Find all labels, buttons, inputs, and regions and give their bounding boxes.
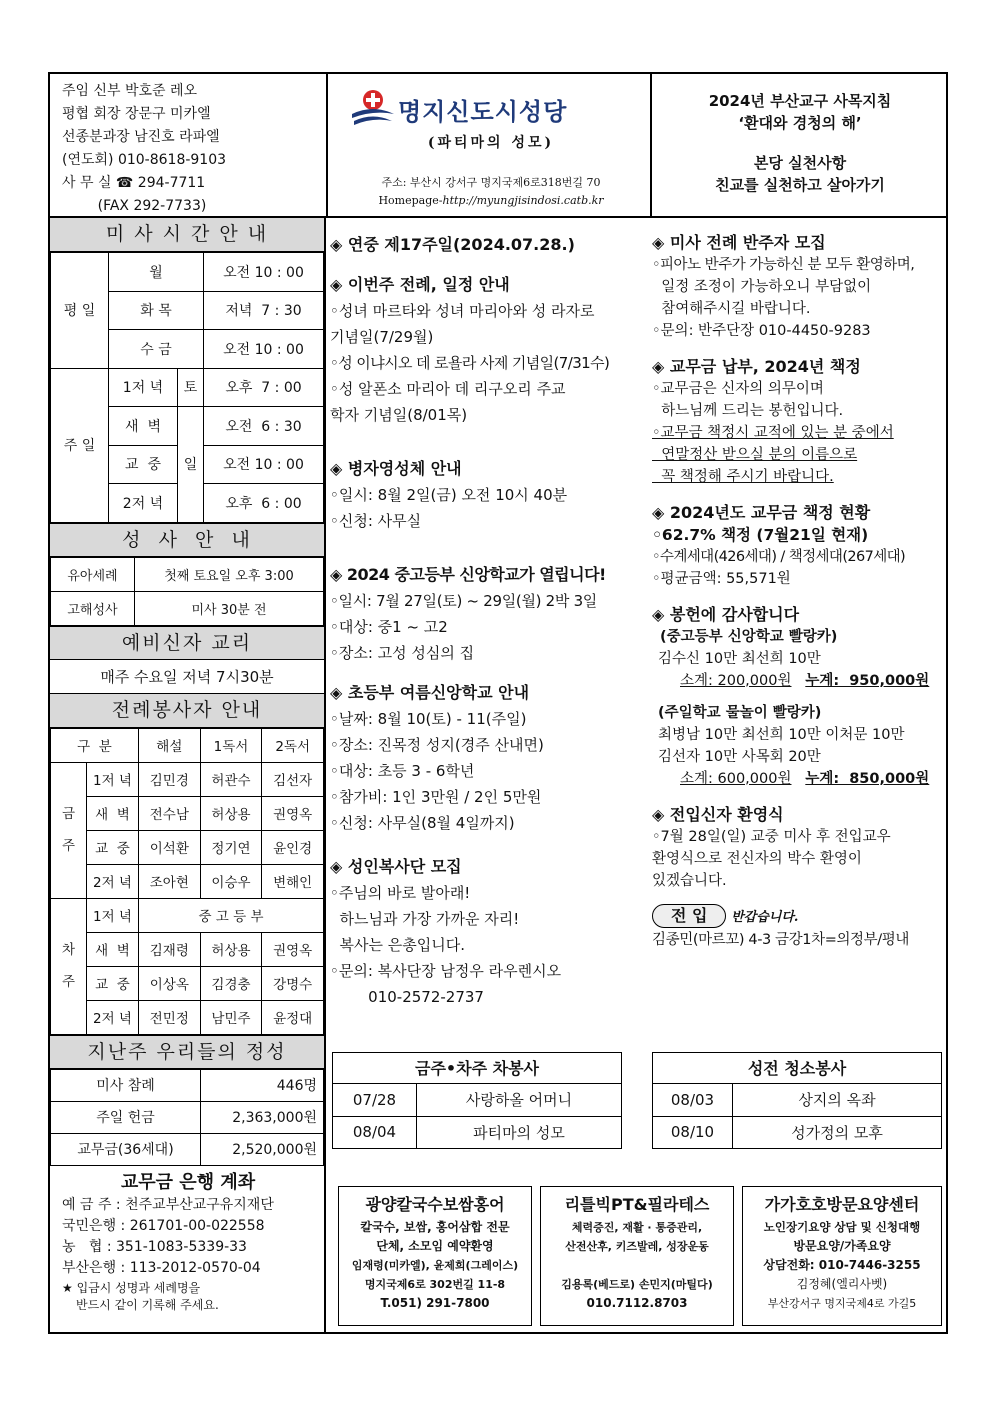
text-line: ◦교무금은 신자의 의무이며 <box>652 381 824 397</box>
text-line: 있겠습니다. <box>652 873 727 889</box>
staff-line: (연도회) 010-8618-9103 <box>62 152 227 168</box>
header <box>50 74 946 218</box>
homepage-link[interactable]: http://myungjisindosi.catb.kr <box>442 194 604 207</box>
guideline-line: ‘환대와 경청의 해’ <box>738 114 862 132</box>
subtotal: 소계: 200,000원 <box>680 673 792 689</box>
ad-care-center <box>742 1186 942 1326</box>
offering-table <box>50 1069 324 1166</box>
guideline-line: 2024년 부산교구 사목지침 <box>708 92 892 110</box>
staff-line: 사 무 실 ☎ 294-7711 <box>62 175 206 191</box>
ad-line: 010.7112.8703 <box>586 1296 688 1310</box>
sunday-label: 주 일 <box>51 368 109 522</box>
duty-group: 상지의 옥좌 <box>733 1084 942 1116</box>
server-slot: 2저 녁 <box>87 1000 139 1034</box>
duty-date: 08/03 <box>653 1084 733 1116</box>
text-line: ◦문의: 반주단장 010-4450-9283 <box>652 323 871 339</box>
server-name: 조아현 <box>139 864 201 898</box>
mass-day: 교 중 <box>109 445 178 484</box>
server-name: 이상옥 <box>139 966 201 1000</box>
duty-date: 07/28 <box>333 1084 417 1116</box>
section-heading: ◈ 미사 전례 반주자 모집 <box>652 233 826 252</box>
text-line: ◦수계세대(426세대) / 책정세대(267세대) <box>652 549 906 565</box>
bank-note: ★ 입금시 성명과 세례명을 <box>62 1280 201 1295</box>
ad-line: 명지국제6로 302번길 11-8 <box>364 1278 506 1291</box>
next-week-label: 차 주 <box>51 898 87 1034</box>
text-line: 참여해주시길 바랍니다. <box>652 301 811 317</box>
text-line: 기념일(7/29월) <box>330 328 434 346</box>
text-line: 김선자 10만 사목회 20만 <box>658 749 821 765</box>
text-line: 하느님께 드리는 봉헌입니다. <box>652 403 844 419</box>
homepage <box>328 194 654 207</box>
ad-line: 부산강서구 명지국제4로 가길5 <box>767 1297 917 1310</box>
text-line: ◦신청: 사무실(8월 4일까지) <box>330 814 515 832</box>
staff-line: (FAX 292-7733) <box>62 198 207 214</box>
text-line: ◦참가비: 1인 3만원 / 2인 5만원 <box>330 788 542 806</box>
mass-table <box>50 252 324 523</box>
text-line: 하느님과 가장 가까운 자리! <box>330 910 520 928</box>
offering-value: 446명 <box>201 1069 324 1101</box>
bank-line: 농 협 : 351-1083-5339-33 <box>62 1238 247 1255</box>
text-line: (주일학교 물놀이 빨랑카) <box>658 705 822 721</box>
staff-line: 평협 회장 장문구 미카엘 <box>62 106 211 122</box>
staff-line: 주임 신부 박호준 레오 <box>62 83 198 99</box>
section-heading: ◈ 성인복사단 모집 <box>330 857 462 876</box>
section-heading: ◈ 전입신자 환영식 <box>652 805 784 824</box>
bank-line: 예 금 주 : 천주교부산교구유지재단 <box>62 1196 274 1213</box>
ad-line: 노인장기요양 상담 및 신청대행 <box>763 1220 921 1234</box>
mass-time: 오후 7 : 00 <box>204 368 324 407</box>
text-line: ◦날짜: 8월 10(토) - 11(주일) <box>330 710 527 728</box>
section-heading: ◈ 이번주 전례, 일정 안내 <box>330 275 510 294</box>
server-name: 김민경 <box>139 762 201 796</box>
mass-day: 1저 녁 <box>109 368 178 407</box>
text-line: ◦7월 28일(일) 교중 미사 후 전입교우 <box>652 829 891 845</box>
text-line: 꼭 책정해 주시기 바랍니다. <box>652 469 834 485</box>
section-heading: ◈ 병자영성체 안내 <box>330 459 462 478</box>
text-line: 일정 조정이 가능하오니 부담없이 <box>652 279 872 295</box>
welcome-row <box>652 904 944 929</box>
sacrament-name: 유아세례 <box>51 557 135 591</box>
server-name: 이석환 <box>139 830 201 864</box>
bulletin-page <box>48 72 948 1334</box>
server-slot: 1저 녁 <box>87 898 139 932</box>
server-name: 변해인 <box>262 864 324 898</box>
server-slot: 교 중 <box>87 830 139 864</box>
servers-header: 1독서 <box>200 728 262 762</box>
servers-table <box>50 728 324 1035</box>
section-heading: ◈ 교무금 납부, 2024년 책정 <box>652 357 861 376</box>
mass-time: 오전 6 : 30 <box>204 407 324 446</box>
saturday-label: 토 <box>178 368 204 407</box>
mass-day: 월 <box>109 253 204 292</box>
server-name: 정기연 <box>200 830 262 864</box>
guideline-block <box>654 90 946 196</box>
text-line: 복사는 은총입니다. <box>330 936 465 954</box>
ad-fitness <box>540 1186 734 1326</box>
subtotal: 소계: 600,000원 <box>680 771 792 787</box>
text-line: ◦장소: 진목정 성지(경주 산내면) <box>330 736 544 754</box>
section-heading: ◈ 연중 제17주일(2024.07.28.) <box>330 235 575 254</box>
text-line: ◦교무금 책정시 교적에 있는 분 중에서 <box>652 425 894 441</box>
server-slot: 새 벽 <box>87 932 139 966</box>
text-line: (중고등부 신앙학교 빨랑카) <box>660 629 838 645</box>
text-line: 학자 기념일(8/01목) <box>330 406 468 424</box>
offering-name: 미사 참례 <box>51 1069 201 1101</box>
text-line: ◦일시: 7월 27일(토) ~ 29일(월) 2박 3일 <box>330 592 598 610</box>
offering-value: 2,520,000원 <box>201 1133 324 1165</box>
section-heading: ◈ 초등부 여름신앙학교 안내 <box>330 683 530 702</box>
text-line: ◦신청: 사무실 <box>330 512 422 530</box>
servers-header: 해설 <box>139 728 201 762</box>
bank-info <box>50 1166 324 1313</box>
servers-header: 2독서 <box>262 728 324 762</box>
mass-title: 미 사 시 간 안 내 <box>50 218 324 252</box>
mass-day: 화 목 <box>109 291 204 330</box>
mass-time: 오전 10 : 00 <box>204 445 324 484</box>
servers-header: 구 분 <box>51 728 139 762</box>
server-name: 전수남 <box>139 796 201 830</box>
sacrament-value: 미사 30분 전 <box>135 591 324 625</box>
servers-title: 전례봉사자 안내 <box>50 694 324 728</box>
sacrament-name: 고해성사 <box>51 591 135 625</box>
ad-line: T.051) 291-7800 <box>380 1296 490 1310</box>
text-line <box>652 670 944 692</box>
server-name: 김경충 <box>200 966 262 1000</box>
ad-line: 단체, 소모임 예약환영 <box>376 1239 494 1253</box>
text-line: ◦대상: 초등 3 - 6학년 <box>330 762 475 780</box>
ad-title: 리틀빅PT&필라테스 <box>564 1195 710 1214</box>
sacrament-title: 성 사 안 내 <box>50 523 324 557</box>
text-line: ◦일시: 8월 2일(금) 오전 10시 40분 <box>330 486 568 504</box>
church-subtitle: (파티마의 성모) <box>427 135 555 151</box>
ad-restaurant <box>338 1186 532 1326</box>
server-name: 남민주 <box>200 1000 262 1034</box>
practice-line: 본당 실천사항 <box>753 154 847 172</box>
church-logo <box>350 88 640 128</box>
bank-line: 부산은행 : 113-2012-0570-04 <box>62 1259 261 1276</box>
ad-title: 광양칼국수보쌈홍어 <box>365 1195 505 1214</box>
server-name: 김재령 <box>139 932 201 966</box>
practice-line: 친교를 실천하고 살아가기 <box>715 176 885 194</box>
mass-day: 새 벽 <box>109 407 178 446</box>
catechumen-value: 매주 수요일 저녁 7시30분 <box>50 660 324 694</box>
text-line: 김수신 10만 최선희 10만 <box>658 651 821 667</box>
ad-line: 방문요양/가족요양 <box>793 1239 891 1253</box>
ad-line: 상담전화: 010-7446-3255 <box>763 1258 921 1272</box>
text-line: ◦대상: 중1 ~ 고2 <box>330 618 448 636</box>
ad-line: 김정혜(엘리사벳) <box>796 1277 888 1291</box>
text-line: 010-2572-2737 <box>330 988 484 1006</box>
right-column <box>652 232 944 951</box>
car-service-title: 금주•차주 차봉사 <box>332 1052 622 1084</box>
server-slot: 2저 녁 <box>87 864 139 898</box>
server-slot: 1저 녁 <box>87 762 139 796</box>
ad-line: 산전산후, 키즈발레, 성장운동 <box>565 1240 709 1253</box>
sacrament-table <box>50 557 324 626</box>
text-line: ◦62.7% 책정 (7월21일 현재) <box>652 526 869 544</box>
mass-time: 오후 6 : 00 <box>204 484 324 523</box>
church-emblem-icon <box>350 88 396 128</box>
server-name: 전민정 <box>139 1000 201 1034</box>
total: 누계: 950,000원 <box>805 673 930 689</box>
church-name: 명지신도시성당 <box>398 98 568 126</box>
server-slot: 새 벽 <box>87 796 139 830</box>
server-name: 강명수 <box>262 966 324 1000</box>
server-name: 권영옥 <box>262 796 324 830</box>
address: 주소: 부산시 강서구 명지국제6로318번길 70 <box>381 176 601 189</box>
staff-line: 선종분과장 남진호 라파엘 <box>62 129 220 145</box>
cleaning-service-title: 성전 청소봉사 <box>652 1052 942 1084</box>
section-heading: ◈ 봉헌에 감사합니다 <box>652 605 800 624</box>
mass-day: 2저 녁 <box>109 484 178 523</box>
offering-name: 주일 헌금 <box>51 1101 201 1133</box>
ad-line: 임재령(미카엘), 윤제희(그레이스) <box>351 1259 519 1272</box>
text-line: ◦성 알폰소 마리아 데 리구오리 주교 <box>330 380 566 398</box>
welcome-text: 반갑습니다. <box>731 910 799 925</box>
server-name: 윤정대 <box>262 1000 324 1034</box>
text-line: ◦문의: 복사단장 남정우 라우렌시오 <box>330 962 562 980</box>
text-line: 최병남 10만 최선희 10만 이처문 10만 <box>658 727 905 743</box>
server-name: 윤인경 <box>262 830 324 864</box>
ad-line: 김용록(베드로) 손민지(마틸다) <box>561 1278 713 1291</box>
server-name: 허관수 <box>200 762 262 796</box>
duty-date: 08/04 <box>333 1116 417 1148</box>
catechumen-title: 예비신자 교리 <box>50 626 324 660</box>
duty-group: 파티마의 성모 <box>417 1116 622 1148</box>
welcome-badge: 전 입 <box>652 904 726 928</box>
middle-column <box>330 232 630 1010</box>
staff-info <box>62 80 322 218</box>
car-service-table <box>332 1052 622 1148</box>
cleaning-service-table <box>652 1052 942 1148</box>
offering-name: 교무금(36세대) <box>51 1133 201 1165</box>
text-line: ◦피아노 반주가 가능하신 분 모두 환영하며, <box>652 257 915 273</box>
this-week-label: 금 주 <box>51 762 87 898</box>
server-slot: 교 중 <box>87 966 139 1000</box>
server-name: 허상용 <box>200 932 262 966</box>
text-line: 환영식으로 전신자의 박수 환영이 <box>652 851 862 867</box>
total: 누계: 850,000원 <box>805 771 930 787</box>
server-name: 허상용 <box>200 796 262 830</box>
server-name: 김선자 <box>262 762 324 796</box>
mass-time: 오전 10 : 00 <box>204 253 324 292</box>
ad-line: 체력증진, 재활 · 통증관리, <box>571 1221 703 1234</box>
mass-time: 오전 10 : 00 <box>204 330 324 369</box>
section-heading: ◈ 2024 중고등부 신앙학교가 열립니다! <box>330 565 606 584</box>
server-name: 이승우 <box>200 864 262 898</box>
welcome-person: 김종민(마르꼬) 4-3 금강1차=의정부/평내 <box>652 932 909 948</box>
weekday-label: 평 일 <box>51 253 109 369</box>
duty-group: 성가정의 모후 <box>733 1116 942 1148</box>
server-group: 중 고 등 부 <box>139 898 324 932</box>
bank-line: 국민은행 : 261701-00-022558 <box>62 1217 265 1234</box>
sacrament-value: 첫째 토요일 오후 3:00 <box>135 557 324 591</box>
offering-value: 2,363,000원 <box>201 1101 324 1133</box>
text-line: 연말정산 받으실 분의 이름으로 <box>652 447 858 463</box>
text-line <box>652 768 944 790</box>
bank-note: 반드시 같이 기록해 주세요. <box>76 1297 219 1312</box>
ad-line: 칼국수, 보쌈, 홍어삼합 전문 <box>360 1220 510 1234</box>
text-line: ◦장소: 고성 성심의 집 <box>330 644 475 662</box>
offering-title: 지난주 우리들의 정성 <box>50 1035 324 1069</box>
text-line: ◦성 이냐시오 데 로욜라 사제 기념일(7/31수) <box>330 354 610 372</box>
section-heading: ◈ 2024년도 교무금 책정 현황 <box>652 503 871 522</box>
duty-date: 08/10 <box>653 1116 733 1148</box>
text-line: ◦주님의 바로 발아래! <box>330 884 471 902</box>
ad-title: 가가호호방문요양센터 <box>764 1195 920 1214</box>
homepage-label: Homepage- <box>378 194 443 207</box>
bank-title: 교무금 은행 계좌 <box>120 1171 256 1193</box>
mass-day: 수 금 <box>109 330 204 369</box>
left-column <box>50 218 326 1334</box>
duty-group: 사랑하올 어머니 <box>417 1084 622 1116</box>
text-line: ◦성녀 마르타와 성녀 마리아와 성 라자로 <box>330 302 595 320</box>
server-name: 권영옥 <box>262 932 324 966</box>
text-line: ◦평균금액: 55,571원 <box>652 571 791 587</box>
sunday-day-label: 일 <box>178 407 204 523</box>
church-logo-block <box>326 74 652 216</box>
mass-time: 저녁 7 : 30 <box>204 291 324 330</box>
